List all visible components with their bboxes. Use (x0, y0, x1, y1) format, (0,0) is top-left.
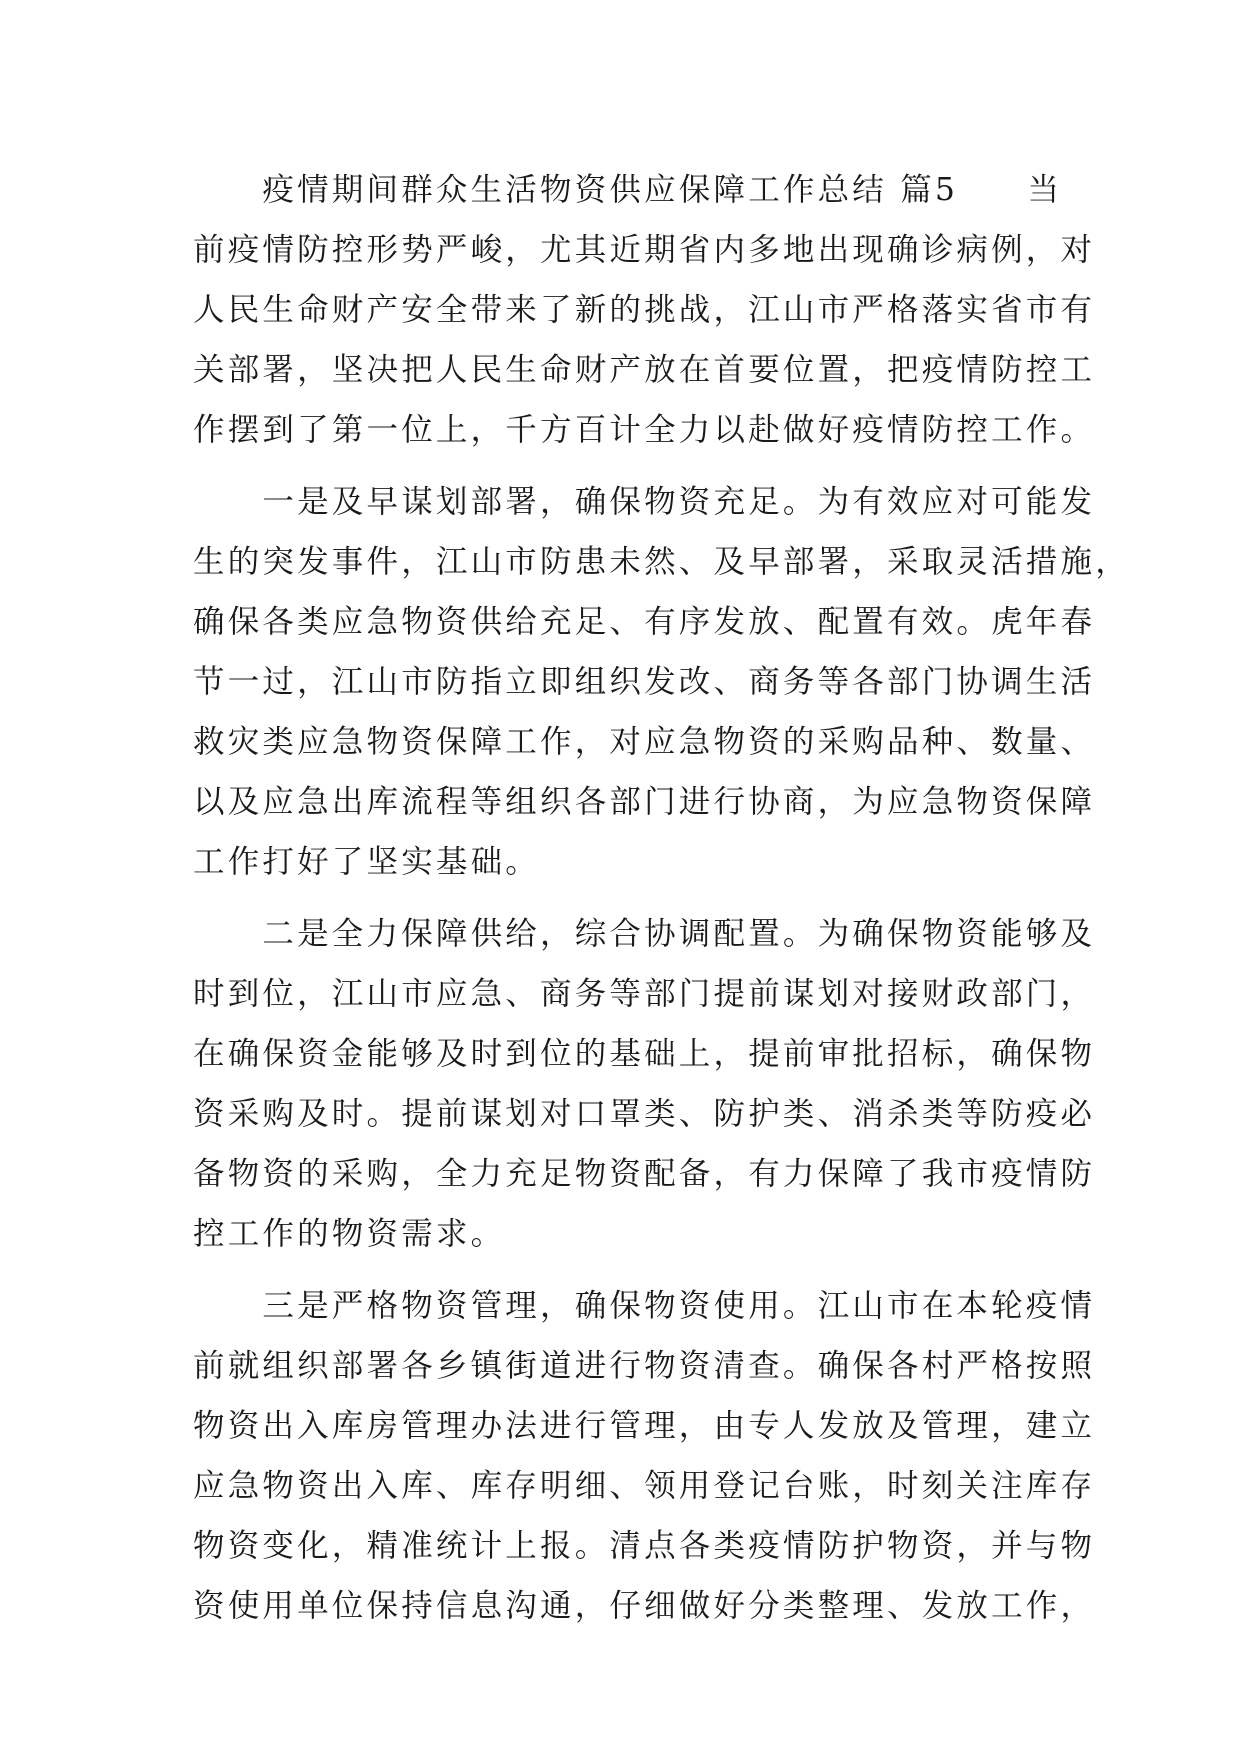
text-line: 物资出入库房管理办法进行管理，由专人发放及管理，建立 (193, 1408, 1096, 1444)
paragraph-one (193, 472, 1130, 892)
text-line: 生的突发事件，江山市防患未然、及早部署，采取灵活措施， (193, 544, 1130, 580)
text-line: 关部署，坚决把人民生命财产放在首要位置，把疫情防控工 (193, 352, 1096, 388)
text-line: 资使用单位保持信息沟通，仔细做好分类整理、发放工作， (193, 1588, 1096, 1624)
text-line: 疫情期间群众生活物资供应保障工作总结 篇5 当 (193, 172, 1063, 208)
text-line: 作摆到了第一位上，千方百计全力以赴做好疫情防控工作。 (193, 412, 1096, 448)
paragraph-three (193, 1276, 1096, 1636)
text-line: 资采购及时。提前谋划对口罩类、防护类、消杀类等防疫必 (193, 1096, 1096, 1132)
text-line: 二是全力保障供给，综合协调配置。为确保物资能够及 (193, 916, 1096, 952)
text-line: 前疫情防控形势严峻，尤其近期省内多地出现确诊病例，对 (193, 232, 1096, 268)
text-line: 三是严格物资管理，确保物资使用。江山市在本轮疫情 (193, 1288, 1096, 1324)
text-line: 工作打好了坚实基础。 (193, 844, 541, 880)
text-line: 在确保资金能够及时到位的基础上，提前审批招标，确保物 (193, 1036, 1096, 1072)
text-line: 控工作的物资需求。 (193, 1216, 506, 1252)
text-line: 物资变化，精准统计上报。清点各类疫情防护物资，并与物 (193, 1528, 1096, 1564)
paragraph-gap (193, 460, 1063, 472)
paragraph-gap (193, 892, 1063, 904)
text-line: 前就组织部署各乡镇街道进行物资清查。确保各村严格按照 (193, 1348, 1096, 1384)
text-line: 人民生命财产安全带来了新的挑战，江山市严格落实省市有 (193, 292, 1096, 328)
paragraph-gap (193, 1264, 1063, 1276)
text-line: 应急物资出入库、库存明细、领用登记台账，时刻关注库存 (193, 1468, 1096, 1504)
paragraph-intro (193, 160, 1096, 460)
paragraph-two (193, 904, 1096, 1264)
text-line: 确保各类应急物资供给充足、有序发放、配置有效。虎年春 (193, 604, 1096, 640)
text-line: 备物资的采购，全力充足物资配备，有力保障了我市疫情防 (193, 1156, 1096, 1192)
text-line: 一是及早谋划部署，确保物资充足。为有效应对可能发 (193, 484, 1096, 520)
text-line: 时到位，江山市应急、商务等部门提前谋划对接财政部门， (193, 976, 1096, 1012)
text-line: 救灾类应急物资保障工作，对应急物资的采购品种、数量、 (193, 724, 1096, 760)
text-line: 以及应急出库流程等组织各部门进行协商，为应急物资保障 (193, 784, 1096, 820)
document-body (193, 160, 1130, 1636)
text-line: 节一过，江山市防指立即组织发改、商务等各部门协调生活 (193, 664, 1096, 700)
